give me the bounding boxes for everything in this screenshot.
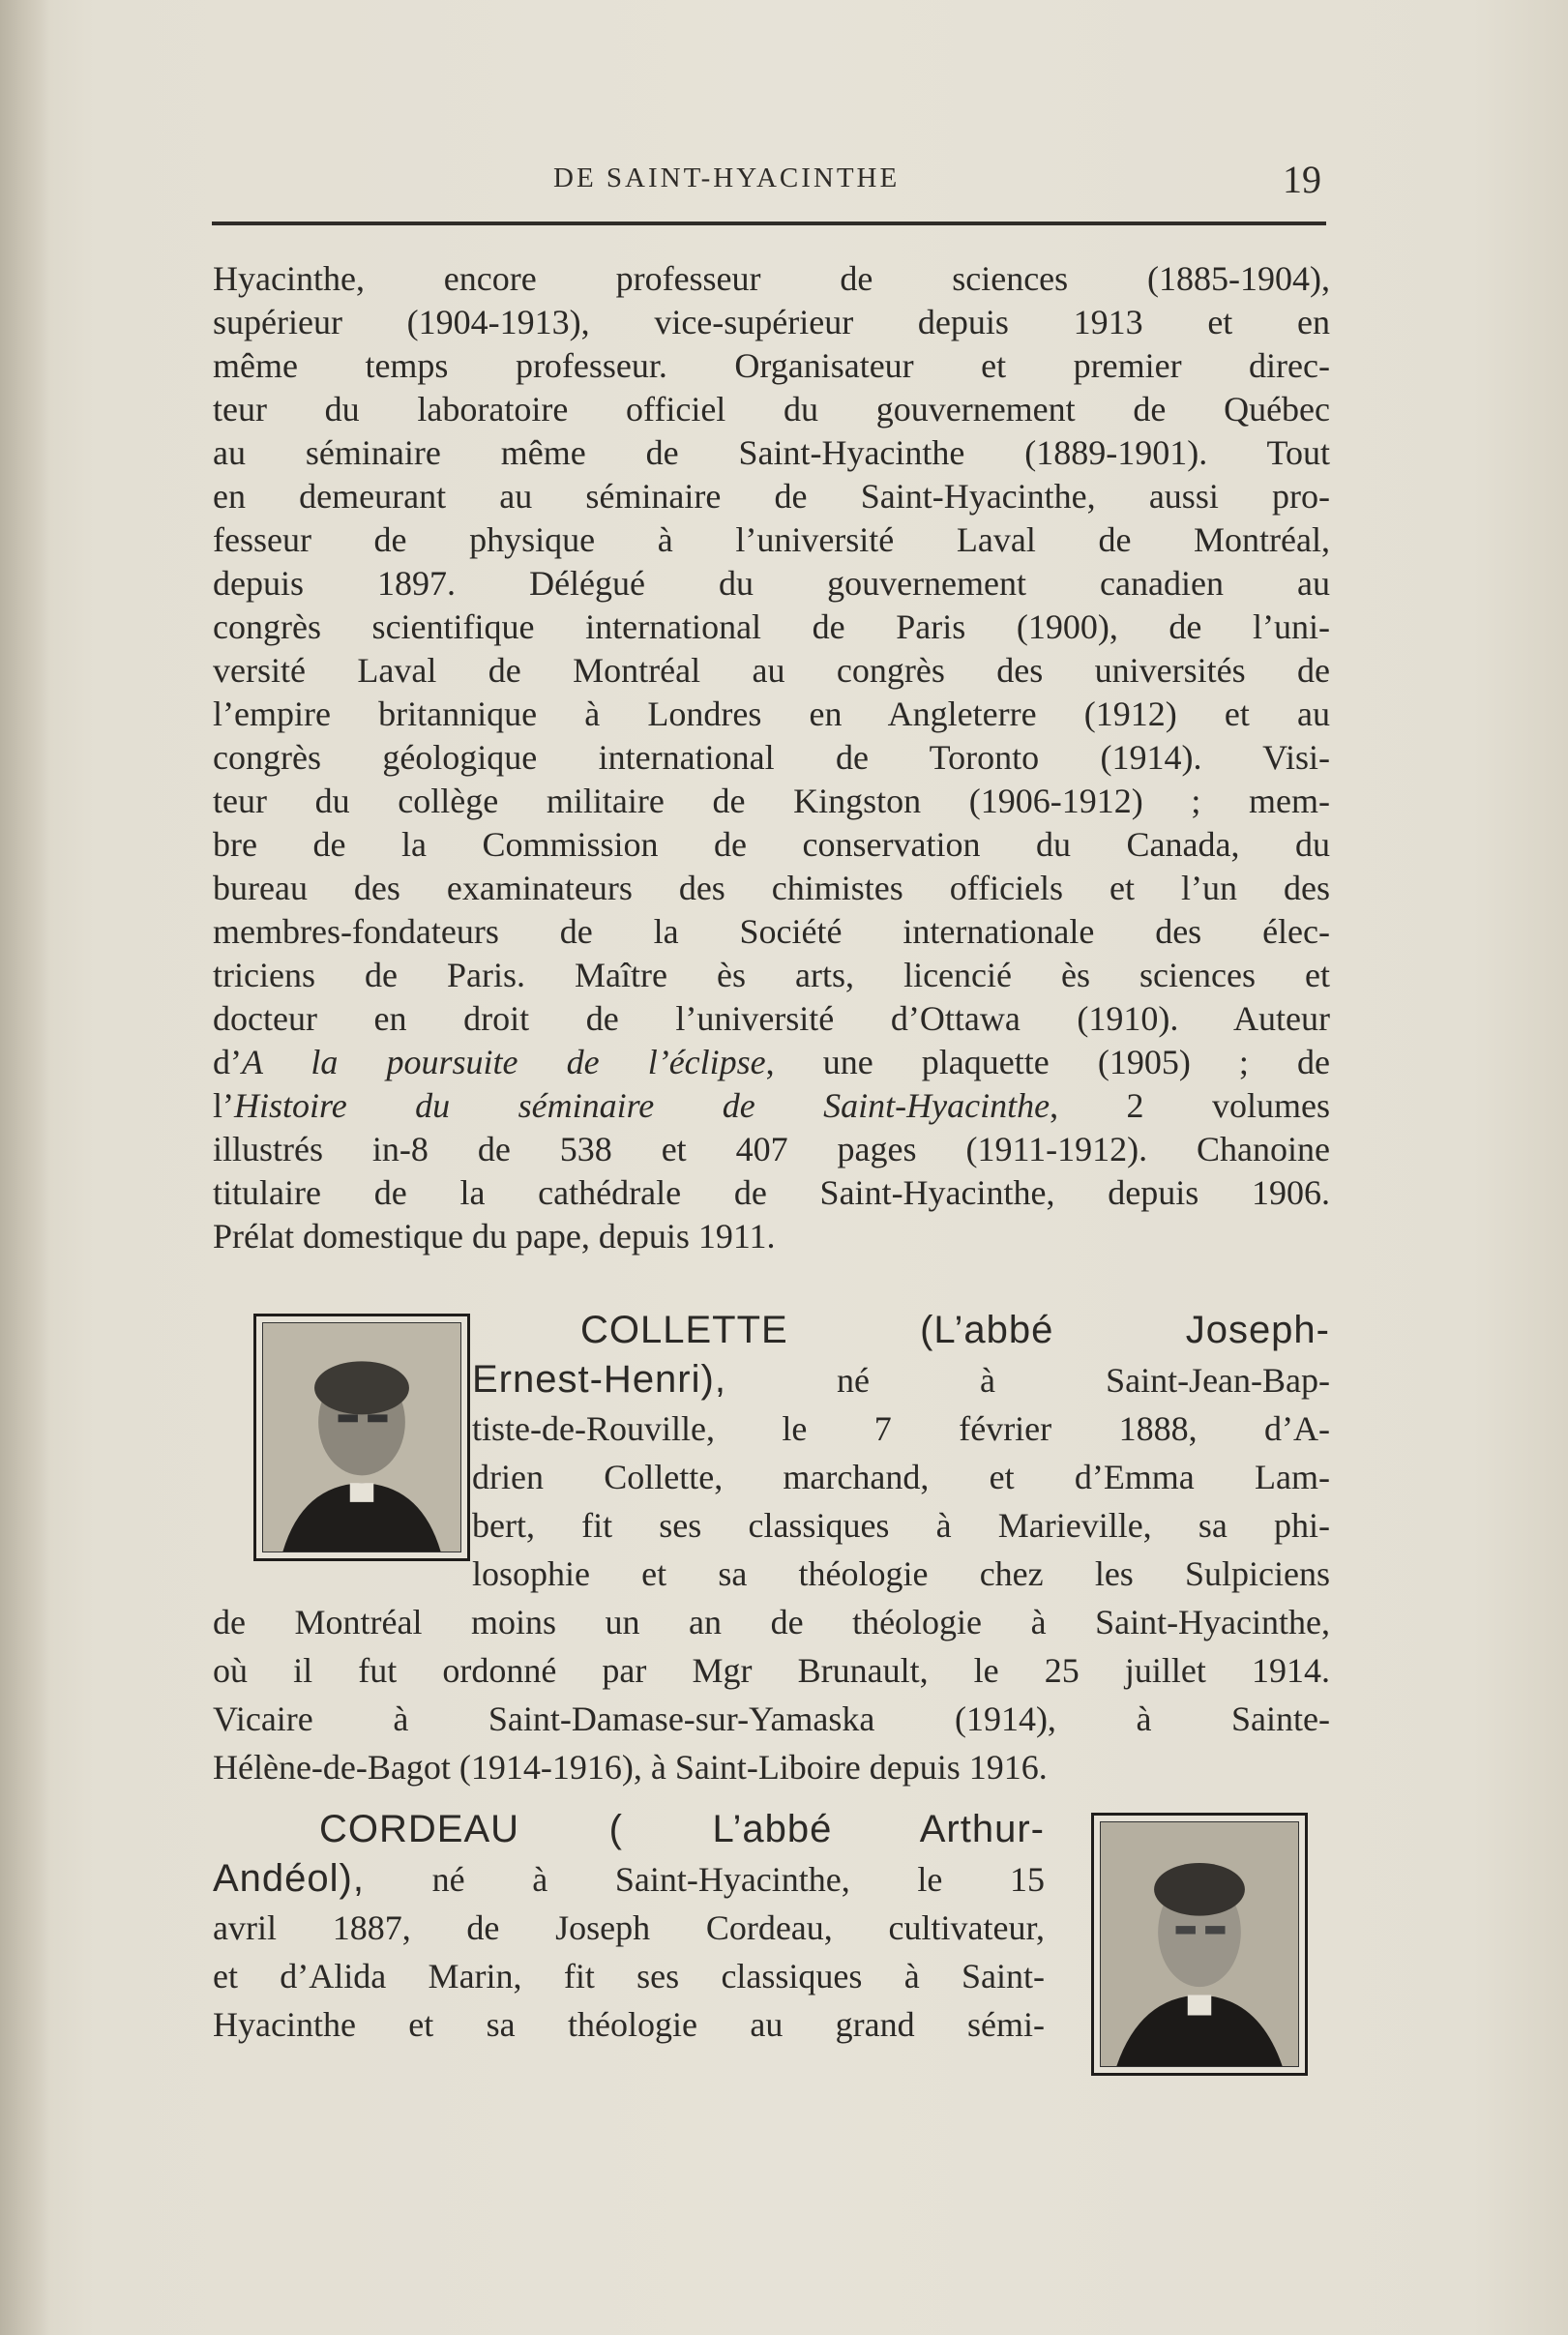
biography-line [472, 1550, 1330, 1598]
biography-line [213, 780, 1330, 823]
entry-surname: CORDEAU [319, 1808, 520, 1850]
collette-entry [213, 1306, 1330, 1791]
header-rule [212, 222, 1326, 225]
text-run: congrès scientifique international de Paris (1900), de l’uni- [213, 607, 1330, 646]
text-run: Prélat domestique du pape, depuis 1911. [213, 1217, 776, 1256]
biography-line [213, 693, 1330, 736]
biography-line [213, 431, 1330, 475]
text-run: l’ [213, 1086, 234, 1125]
page-number: 19 [1283, 158, 1321, 201]
text-run: et d’Alida Marin, fit ses classiques à Saint- [213, 1957, 1045, 1995]
biography-line [213, 1743, 1330, 1791]
entry-heading-line [472, 1355, 1330, 1404]
text-run: né à Saint-Jean-Bap- [725, 1361, 1330, 1400]
biography-line [213, 997, 1330, 1041]
biography-line [213, 1646, 1330, 1695]
text-run: Hélène-de-Bagot (1914-1916), à Saint-Liboire depuis 1916. [213, 1748, 1048, 1787]
text-run: teur du collège militaire de Kingston (1906-1912) ; mem- [213, 782, 1330, 820]
text-run: fesseur de physique à l’université Laval de Montréal, [213, 520, 1330, 559]
biography-line [472, 1404, 1330, 1453]
text-run: bert, fit ses classiques à Marieville, sa phi- [472, 1506, 1330, 1545]
text-run: Hyacinthe et sa théologie au grand sémi- [213, 2005, 1045, 2044]
entry-given-names: (L’abbé Joseph- [787, 1309, 1330, 1351]
entry-heading-line [580, 1306, 1330, 1355]
biography-line [213, 2000, 1045, 2049]
biography-line [213, 736, 1330, 780]
text-run: docteur en droit de l’université d’Ottawa (1910). Auteur [213, 999, 1330, 1038]
biography-line [213, 1598, 1330, 1646]
continued-biography [213, 257, 1330, 1258]
page-gutter-shadow [0, 0, 50, 2335]
biography-line [213, 518, 1330, 562]
text-run: tiste-de-Rouville, le 7 février 1888, d’A- [472, 1409, 1330, 1448]
text-run: illustrés in-8 de 538 et 407 pages (1911-1912). Chanoine [213, 1130, 1330, 1168]
entry-heading-line [213, 1854, 1045, 1904]
biography-line [213, 1041, 1330, 1084]
text-run: versité Laval de Montréal au congrès des universités de [213, 651, 1330, 690]
biography-line [472, 1501, 1330, 1550]
biography-line [472, 1453, 1330, 1501]
text-run: bureau des examinateurs des chimistes officiels et l’un des [213, 869, 1330, 907]
biography-line [213, 388, 1330, 431]
text-run: Vicaire à Saint-Damase-sur-Yamaska (1914), à Sainte- [213, 1700, 1330, 1738]
biography-line [213, 867, 1330, 910]
text-run: bre de la Commission de conservation du Canada, du [213, 825, 1330, 864]
biography-line [213, 1904, 1045, 1952]
entry-heading-line [319, 1805, 1045, 1854]
text-run: supérieur (1904-1913), vice-supérieur depuis 1913 et en [213, 303, 1330, 341]
biography-line [213, 954, 1330, 997]
biography-line [213, 301, 1330, 344]
text-run: Hyacinthe, encore professeur de sciences (1885-1904), [213, 259, 1330, 298]
biography-line [213, 1695, 1330, 1743]
text-run: d’ [213, 1043, 242, 1081]
entry-given-names: Andéol), [213, 1857, 365, 1900]
entry-given-names: Ernest-Henri), [472, 1358, 726, 1401]
text-run: l’empire britannique à Londres en Angleterre (1912) et au [213, 695, 1330, 733]
running-head: DE SAINT-HYACINTHE [553, 163, 901, 193]
text-run: drien Collette, marchand, et d’Emma Lam- [472, 1458, 1330, 1496]
text-run: , une plaquette (1905) ; de [765, 1043, 1330, 1081]
biography-line [213, 562, 1330, 606]
text-run: avril 1887, de Joseph Cordeau, cultivateur, [213, 1908, 1045, 1947]
text-run: au séminaire même de Saint-Hyacinthe (1889-1901). Tout [213, 433, 1330, 472]
cordeau-entry [213, 1805, 1330, 2049]
text-run: né à Saint-Hyacinthe, le 15 [364, 1860, 1045, 1899]
text-run: titulaire de la cathédrale de Saint-Hyacinthe, depuis 1906. [213, 1173, 1330, 1212]
biography-line [213, 1171, 1330, 1215]
text-run: teur du laboratoire officiel du gouvernement de Québec [213, 390, 1330, 429]
biography-line [213, 823, 1330, 867]
biography-line [213, 1215, 1330, 1258]
biography-line [213, 257, 1330, 301]
text-run: membres-fondateurs de la Société internationale des élec- [213, 912, 1330, 951]
biography-line [213, 910, 1330, 954]
text-run: triciens de Paris. Maître ès arts, licencié ès sciences et [213, 956, 1330, 994]
text-run: en demeurant au séminaire de Saint-Hyacinthe, aussi pro- [213, 477, 1330, 516]
biography-line [213, 344, 1330, 388]
text-run: même temps professeur. Organisateur et premier direc- [213, 346, 1330, 385]
biography-line [213, 606, 1330, 649]
book-title: A la poursuite de l’éclipse [242, 1043, 766, 1081]
biography-line [213, 1084, 1330, 1128]
entry-given-names: ( L’abbé Arthur- [519, 1808, 1045, 1850]
entry-surname: COLLETTE [580, 1309, 788, 1351]
biography-line [213, 1952, 1045, 2000]
book-title: Histoire du séminaire de Saint-Hyacinthe [234, 1086, 1050, 1125]
text-run: de Montréal moins un an de théologie à Saint-Hyacinthe, [213, 1603, 1330, 1641]
text-run: où il fut ordonné par Mgr Brunault, le 25 juillet 1914. [213, 1651, 1330, 1690]
text-run: losophie et sa théologie chez les Sulpiciens [472, 1554, 1330, 1593]
text-run: depuis 1897. Délégué du gouvernement canadien au [213, 564, 1330, 603]
biography-line [213, 1128, 1330, 1171]
text-run: congrès géologique international de Toronto (1914). Visi- [213, 738, 1330, 777]
text-run: , 2 volumes [1050, 1086, 1330, 1125]
biography-line [213, 649, 1330, 693]
biography-line [213, 475, 1330, 518]
